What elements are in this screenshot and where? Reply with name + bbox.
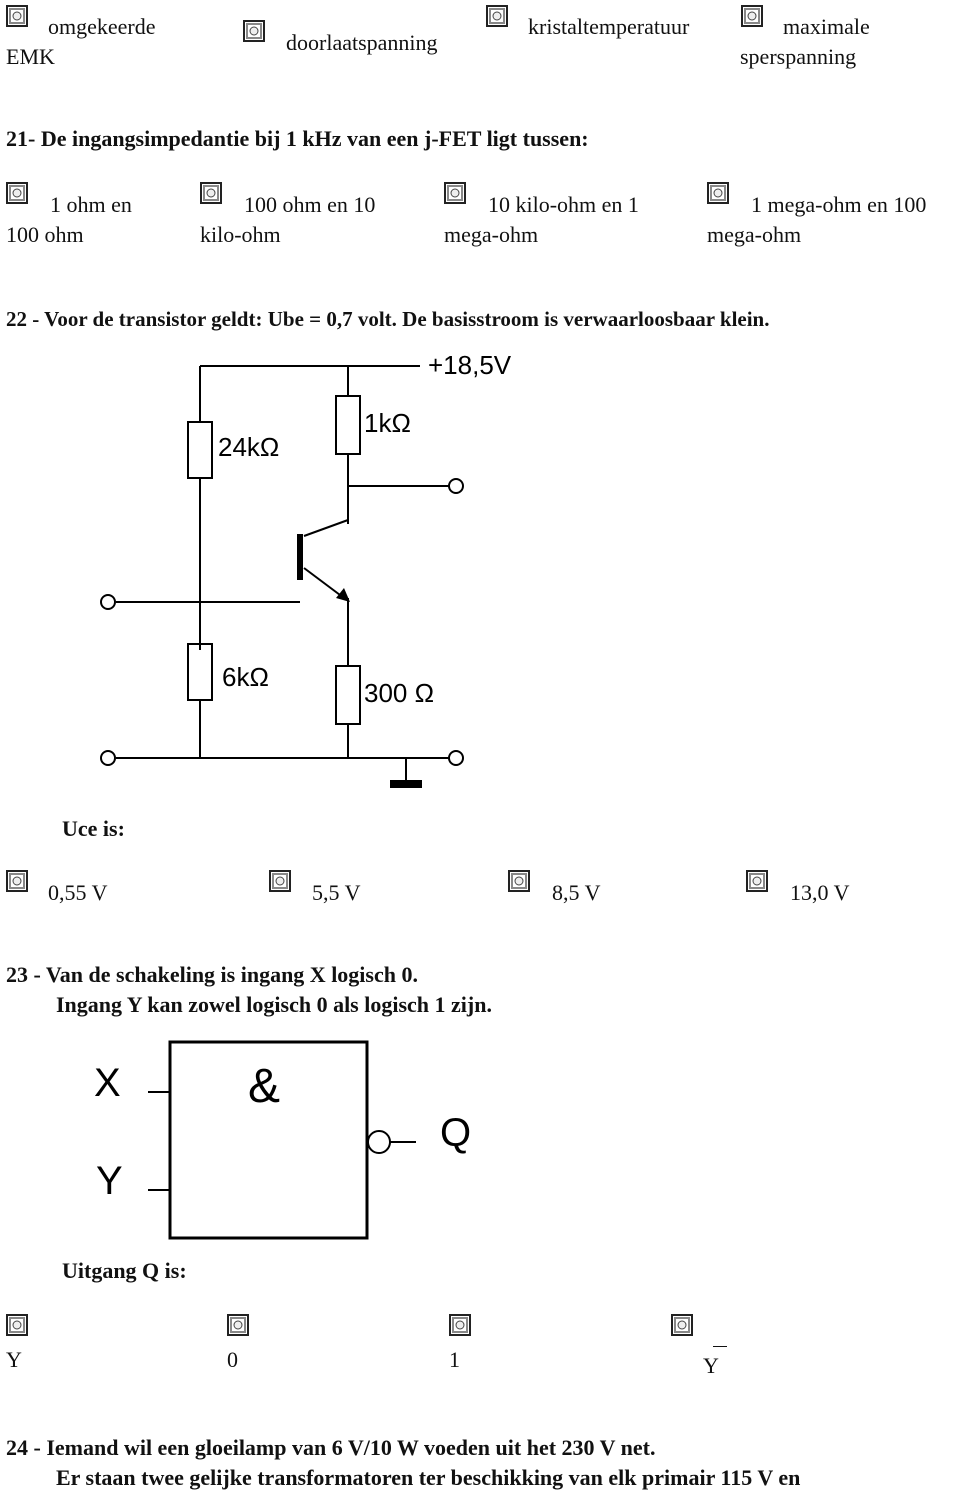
ground-terminal-left (101, 751, 115, 765)
radio-button-icon[interactable] (6, 5, 28, 27)
radio-button-icon[interactable] (746, 870, 768, 892)
radio-button-icon[interactable] (444, 182, 466, 204)
q22-option-1: 0,55 V (48, 880, 108, 905)
emitter-lead (304, 568, 344, 598)
q21-option-4-line1: 1 mega-ohm en 100 (751, 192, 927, 217)
radio-button-icon[interactable] (200, 182, 222, 204)
input-terminal (101, 595, 115, 609)
q23-option-3: 1 (449, 1347, 460, 1372)
q21-question: 21- De ingangsimpedantie bij 1 kHz van een j-FET ligt tussen: (6, 126, 589, 151)
q22-option-2: 5,5 V (312, 880, 361, 905)
resistor-6k-label: 6kΩ (222, 662, 269, 692)
gate-symbol: & (248, 1060, 281, 1113)
q21-option-4-line2: mega-ohm (707, 222, 802, 247)
overline-bar (713, 1346, 727, 1347)
q22-option-4: 13,0 V (790, 880, 850, 905)
radio-button-icon[interactable] (486, 5, 508, 27)
radio-button-icon[interactable] (741, 5, 763, 27)
input-x-label: X (94, 1061, 121, 1105)
resistor-24k-label: 24kΩ (218, 432, 280, 462)
q21-option-1-line2: 100 ohm (6, 222, 84, 247)
resistor-6k (188, 644, 212, 700)
q20-option-4-line2: sperspanning (740, 44, 857, 69)
q24-question-line1: 24 - Iemand wil een gloeilamp van 6 V/10 W voeden uit het 230 V net. (6, 1435, 656, 1460)
q21-option-3-line1: 10 kilo-ohm en 1 (488, 192, 639, 217)
q22-option-3: 8,5 V (552, 880, 601, 905)
q22-prompt: Uce is: (62, 816, 125, 841)
q23-option-4: Y (703, 1353, 719, 1378)
inverter-bubble-icon (368, 1131, 390, 1153)
q23-option-2: 0 (227, 1347, 238, 1372)
q20-option-1-line2: EMK (6, 44, 55, 69)
radio-button-icon[interactable] (6, 1314, 28, 1336)
ground-symbol-icon (390, 780, 422, 788)
radio-button-icon[interactable] (508, 870, 530, 892)
q21-option-2-line2: kilo-ohm (200, 222, 281, 247)
resistor-300-label: 300 Ω (364, 678, 435, 708)
q21-option-2-line1: 100 ohm en 10 (244, 192, 376, 217)
resistor-24k (188, 422, 212, 478)
output-terminal (449, 479, 463, 493)
q23-prompt: Uitgang Q is: (62, 1258, 187, 1283)
nand-gate-diagram (0, 1030, 960, 1250)
emitter-arrow-icon (336, 588, 350, 602)
radio-button-icon[interactable] (671, 1314, 693, 1336)
q23-option-1: Y (6, 1347, 22, 1372)
transistor-circuit-diagram (0, 340, 960, 800)
radio-button-icon[interactable] (449, 1314, 471, 1336)
radio-button-icon[interactable] (6, 182, 28, 204)
ground-terminal-right (449, 751, 463, 765)
radio-button-icon[interactable] (6, 870, 28, 892)
input-y-label: Y (96, 1159, 123, 1203)
q23-question-line2: Ingang Y kan zowel logisch 0 als logisch 1 zijn. (56, 992, 492, 1017)
output-q-label: Q (440, 1111, 472, 1155)
supply-label: +18,5V (428, 350, 512, 380)
resistor-1k-label: 1kΩ (364, 408, 411, 438)
q20-option-4-line1: maximale (783, 14, 870, 39)
q24-question-line2: Er staan twee gelijke transformatoren ter beschikking van elk primair 115 V en (56, 1465, 801, 1490)
radio-button-icon[interactable] (269, 870, 291, 892)
resistor-300 (336, 666, 360, 724)
q23-question-line1: 23 - Van de schakeling is ingang X logisch 0. (6, 962, 418, 987)
radio-button-icon[interactable] (227, 1314, 249, 1336)
q20-option-3-line1: kristaltemperatuur (528, 14, 690, 39)
q20-option-2-line1: doorlaatspanning (286, 30, 438, 55)
q21-option-1-line1: 1 ohm en (50, 192, 132, 217)
resistor-1k (336, 396, 360, 454)
q22-question: 22 - Voor de transistor geldt: Ube = 0,7 volt. De basisstroom is verwaarloosbaar klein. (6, 307, 770, 331)
radio-button-icon[interactable] (243, 20, 265, 42)
q21-option-3-line2: mega-ohm (444, 222, 539, 247)
radio-button-icon[interactable] (707, 182, 729, 204)
q20-option-1-line1: omgekeerde (48, 14, 156, 39)
